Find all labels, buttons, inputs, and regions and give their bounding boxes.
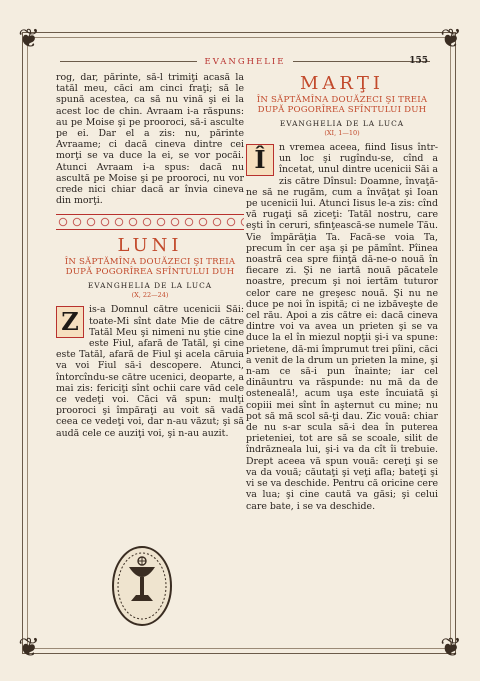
header-title: EVANGHELIE bbox=[197, 57, 294, 67]
section-divider-pattern bbox=[56, 214, 244, 230]
drop-cap: Z bbox=[56, 306, 84, 338]
corner-ornament-top-right: ❦ bbox=[440, 24, 462, 54]
section-subtitle: ÎN SĂPTĂMÎNA DOUĂZECI ŞI TREIA DUPĂ POGORÎREA SFÎNTULUI DUH bbox=[256, 95, 428, 115]
running-header bbox=[60, 55, 430, 69]
gospel-heading: EVANGHELIA DE LA LUCA bbox=[279, 119, 405, 128]
section-body-text: is-a Domnul către ucenicii Săi: toate-Mi sînt date Mie de către Tatăl Meu şi nimeni nu ştie cine este Fiul, afară de Tatăl, şi cine este Tatăl, afară de Fiul şi acela căruia va voi Fiul să-i descopere. Atunci, întorcîndu-se către ucenici, deoparte, a mai zis: fericiţi sînt ochii care văd cele ce vedeţi voi. Căci vă spun: mulţi prooroci şi împăraţi au voit să vadă ceea ce vedeţi voi, dar n-au văzut; şi să audă cele ce auziţi voi, şi n-au auzit. bbox=[56, 304, 244, 439]
gospel-heading: EVANGHELIA DE LA LUCA bbox=[87, 281, 213, 291]
section-body-text: n vremea aceea, fiind Iisus într-un loc şi rugîndu-se, cînd a încetat, unul dintre ucenicii Săi a zis către Dînsul: Doamne, învaţă-ne să ne rugăm, cum a învăţat şi Ioan pe ucenicii lui. Atunci Iisus le-a zis: cînd vă rugaţi să ziceţi: Tatăl nostru, care eşti în ceruri, sfinţească-se numele Tău. Vie împărăţia Ta. Facă-se voia Ta, precum în cer aşa şi pe pămînt. Pîinea noastră cea spre fiinţă dă-ne-o nouă în fiecare zi. Şi ne iartă nouă păcatele noastre, precum şi noi iertăm tuturor celor care ne greşesc nouă. Şi nu ne duce pe noi în ispită; ci ne izbăveşte de cel rău. Apoi a zis către ei: dacă cineva dintre voi va avea un prieten şi se va duce la el în miezul nopţii şi-i va spune: prietene, dă-mi împrumut trei pîini, căci a venit de la drum un prieten la mine, şi n-am ce să-i pun înainte; iar cel dinăuntru va răspunde: nu mă da de osteneală!, acum uşa este încuiată şi copiii mei sînt în aşternut cu mine; nu pot să mă scol să-ţi dau. Zic vouă: chiar de nu s-ar scula să-i dea în puterea prieteniei, tot are să se scoale, silit de îndrăzneala lui, şi-i va da cît îi trebuie. Drept aceea vă spun vouă: cereţi şi se va da vouă; căutaţi şi veţi afla; bateţi şi vi se va deschide. Pentru că oricine cere va lua; şi cine caută va găsi; şi celui care bate, i se va deschide. bbox=[246, 142, 438, 512]
page-number: 155 bbox=[409, 56, 428, 66]
gospel-reference: (XI, 1—10) bbox=[324, 129, 360, 137]
chalice-emblem-icon bbox=[111, 545, 173, 627]
section-title-marti: MARŢI bbox=[299, 73, 385, 94]
corner-ornament-bottom-right: ❦ bbox=[440, 633, 462, 663]
gospel-reference: (X, 22—24) bbox=[131, 291, 169, 300]
corner-ornament-top-left: ❦ bbox=[18, 24, 40, 54]
section-title-luni: LUNI bbox=[117, 235, 183, 257]
continuation-text: rog, dar, părinte, să-l trimiţi acasă la tatăl meu, căci am cinci fraţi; să le spună acestea, ca să nu vină şi ei la acest loc de chin. Avraam i-a răspuns: au pe Moise şi pe prooroci, să-i asculte pe ei. Dar el a zis: nu, părinte Avraame; ci dacă cineva dintre cei morţi se va duce la ei, se vor pocăi. Atunci Avraam i-a spus: dacă nu ascultă pe Moise şi pe prooroci, nu vor crede nici chiar dacă ar învia cineva din morţi. bbox=[56, 72, 244, 207]
corner-ornament-bottom-left: ❦ bbox=[18, 633, 40, 663]
right-column bbox=[246, 72, 438, 512]
section-body bbox=[246, 142, 438, 512]
section-body bbox=[56, 304, 244, 438]
section-subtitle: ÎN SĂPTĂMÎNA DOUĂZECI ŞI TREIA DUPĂ POGORÎREA SFÎNTULUI DUH bbox=[64, 257, 236, 278]
drop-cap: Î bbox=[246, 144, 274, 176]
left-column bbox=[56, 72, 244, 439]
